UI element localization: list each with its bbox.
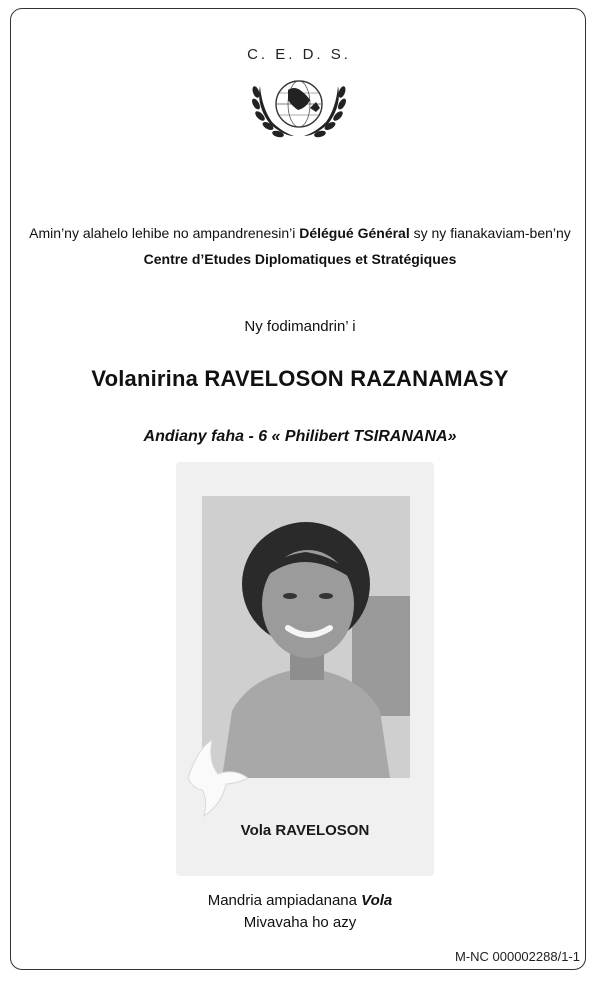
intro-delegate-general: Délégué Général: [299, 225, 410, 241]
intro-line-2: [20, 246, 580, 272]
class-line: Andiany faha - 6 « Philibert TSIRANANA»: [143, 428, 457, 445]
portrait-image: [202, 496, 410, 778]
intro-ceds-name: Centre d’Etudes Diplomatiques et Stratégiques: [143, 251, 457, 267]
closing-name: Vola: [361, 892, 393, 909]
intro-part-1: Amin’ny alahelo lehibe no ampandrenesin’i: [29, 225, 300, 241]
closing-line-1: [20, 890, 580, 912]
lead-text: Ny fodimandrin’ i: [244, 318, 356, 335]
ceds-logo: [238, 46, 360, 146]
deceased-name: Volanirina RAVELOSON RAZANAMASY: [91, 366, 509, 391]
card-caption: Vola RAVELOSON: [240, 822, 370, 839]
intro-text: [20, 220, 580, 272]
dove-icon: [178, 738, 258, 828]
intro-part-2: sy ny fianakaviam-ben’ny: [409, 225, 571, 241]
memorial-card: [176, 462, 434, 876]
intro-line-1: [20, 220, 580, 246]
reference-number: M-NC 000002288/1-1: [454, 949, 580, 964]
closing-text: [20, 890, 580, 934]
portrait-photo: [202, 496, 410, 778]
closing-phrase: Mandria ampiadanana: [207, 892, 362, 909]
logo-text: C. E. D. S.: [247, 46, 351, 63]
laurel-globe-icon: [238, 46, 360, 146]
closing-line-2: Mivavaha ho azy: [243, 914, 357, 931]
